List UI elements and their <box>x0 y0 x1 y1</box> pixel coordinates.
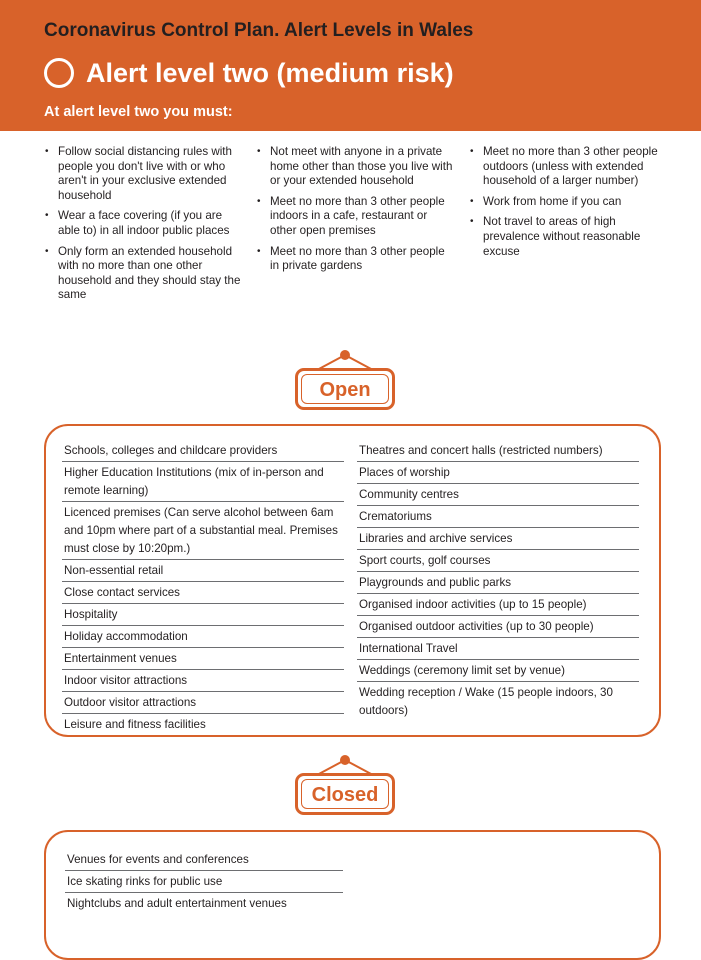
open-item: Schools, colleges and childcare providers <box>62 440 344 462</box>
open-item: Higher Education Institutions (mix of in-person and remote learning) <box>62 462 344 502</box>
closed-sign-label: Closed <box>311 784 379 806</box>
rules-column-3 <box>469 145 669 265</box>
closed-item: Nightclubs and adult entertainment venues <box>67 896 287 910</box>
open-item: Hospitality <box>62 604 344 626</box>
open-item: Weddings (ceremony limit set by venue) <box>357 660 639 682</box>
open-item: Holiday accommodation <box>62 626 344 648</box>
closed-item: Ice skating rinks for public use <box>65 871 343 893</box>
must-label: At alert level two you must: <box>44 104 233 120</box>
header-banner <box>0 0 701 131</box>
open-list-left <box>62 440 344 735</box>
document-title: Coronavirus Control Plan. Alert Levels in Wales <box>44 20 474 41</box>
open-sign <box>295 368 395 410</box>
open-sign-label: Open <box>319 379 371 401</box>
open-item: Playgrounds and public parks <box>357 572 639 594</box>
rule-item: • Follow social distancing rules with people you don't live with or who aren't in your exclusive extended household <box>44 145 244 203</box>
rule-item: • Wear a face covering (if you are able to) in all indoor public places <box>44 209 244 238</box>
closed-sign <box>295 773 395 815</box>
rule-item: • Not meet with anyone in a private home other than those you live with or your extended household <box>256 145 456 189</box>
open-item: Entertainment venues <box>62 648 344 670</box>
rule-item: • Not travel to areas of high prevalence without reasonable excuse <box>469 215 669 259</box>
rule-item: • Work from home if you can <box>469 195 669 210</box>
open-item: Organised indoor activities (up to 15 people) <box>357 594 639 616</box>
closed-item: Venues for events and conferences <box>65 849 343 871</box>
open-item: Theatres and concert halls (restricted numbers) <box>357 440 639 462</box>
rule-item: • Meet no more than 3 other people in private gardens <box>256 245 456 274</box>
open-item: Non-essential retail <box>62 560 344 582</box>
open-item: Organised outdoor activities (up to 30 people) <box>357 616 639 638</box>
open-item: International Travel <box>357 638 639 660</box>
rule-item: • Only form an extended household with no more than one other household and they should stay the same <box>44 245 244 303</box>
open-item: Outdoor visitor attractions <box>62 692 344 714</box>
open-item: Close contact services <box>62 582 344 604</box>
open-item: Licenced premises (Can serve alcohol between 6am and 10pm where part of a substantial meal. Premises must close by 10:20pm.) <box>62 502 344 560</box>
open-list-right <box>357 440 639 721</box>
rules-column-2 <box>256 145 456 280</box>
rule-item: • Meet no more than 3 other people outdoors (unless with extended household of a larger number) <box>469 145 669 189</box>
open-item: Places of worship <box>357 462 639 484</box>
alert-circle-icon <box>44 58 74 88</box>
rule-item: • Meet no more than 3 other people indoors in a cafe, restaurant or other open premises <box>256 195 456 239</box>
open-item: Wedding reception / Wake (15 people indoors, 30 outdoors) <box>359 685 613 717</box>
alert-level-title: Alert level two (medium risk) <box>86 58 454 88</box>
rules-column-1 <box>44 145 244 309</box>
open-item: Indoor visitor attractions <box>62 670 344 692</box>
open-item: Community centres <box>357 484 639 506</box>
open-item: Leisure and fitness facilities <box>64 717 206 731</box>
open-item: Libraries and archive services <box>357 528 639 550</box>
closed-list <box>65 849 343 914</box>
open-item: Crematoriums <box>357 506 639 528</box>
open-item: Sport courts, golf courses <box>357 550 639 572</box>
